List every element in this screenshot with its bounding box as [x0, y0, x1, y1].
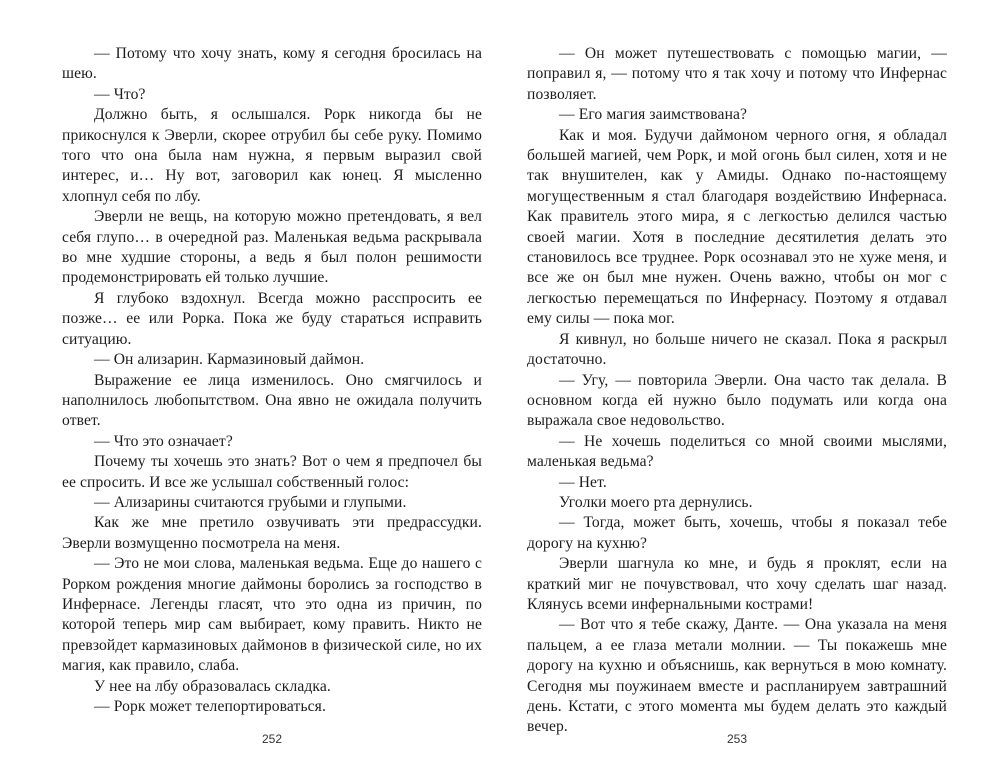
- paragraph: Эверли не вещь, на которую можно претендовать, я вел себя глупо… в очередной раз. Маленькая ведьма раскрывала во мне худшие стороны, а ведь я был полон решимости продемонстрировать ей только лучшие.: [62, 208, 482, 287]
- paragraph: Как и моя. Будучи даймоном черного огня, я обладал большей магией, чем Рорк, и мой огонь был силен, хотя и не так внушителен, как у Амиды. Однако по-настоящему могущественным я стал благодаря воздействию Инфернаса. Как правитель этого мира, я с легкостью делился частью своей магии. Хотя в последние десятилетия делать это становилось все труднее. Рорк осознавал это не хуже меня, и все же он был мне нужен. Очень важно, чтобы он мог с легкостью перемещаться по Инфернасу. Поэтому я отдавал ему силы — пока мог.: [527, 126, 947, 328]
- paragraph: Должно быть, я ослышался. Рорк никогда бы не прикоснулся к Эверли, скорее отрубил бы себе руку. Помимо того что она была нам нужна, я первым выразил свой интерес, и… Ну вот, заговорил как юнец. Я мысленно хлопнул себя по лбу.: [62, 106, 482, 205]
- paragraph: — Нет.: [559, 473, 607, 491]
- paragraph: — Его магия заимствована?: [559, 106, 748, 124]
- right-page-text: [527, 44, 947, 738]
- paragraph: Почему ты хочешь это знать? Вот о чем я предпочел бы ее спросить. И все же услышал собственный голос:: [62, 453, 482, 491]
- paragraph: — Он может путешествовать с помощью магии, — поправил я, — потому что я так хочу и потому что Инфернас позволяет.: [527, 45, 947, 103]
- paragraph: Выражение ее лица изменилось. Оно смягчилось и наполнилось любопытством. Она явно не ожидала получить ответ.: [62, 371, 482, 430]
- paragraph: Я кивнул, но больше ничего не сказал. Пока я раскрыл достаточно.: [527, 330, 947, 369]
- paragraph: — Тогда, может быть, хочешь, чтобы я показал тебе дорогу на кухню?: [527, 514, 947, 552]
- paragraph: — Потому что хочу знать, кому я сегодня бросилась на шею.: [62, 45, 482, 83]
- paragraph: — Вот что я тебе скажу, Данте. — Она указала на меня пальцем, а ее глаза метали молнии. — Ты покажешь мне дорогу на кухню и объяснишь, как вернуться в мою комнату. Сегодня мы поужинаем вместе и распланируем завтрашний день. Кстати, с этого момента мы будем делать это каждый вечер.: [527, 616, 947, 736]
- paragraph: У нее на лбу образовалась складка.: [94, 677, 331, 695]
- paragraph: Я глубоко вздохнул. Всегда можно расспросить ее позже… ее или Рорка. Пока же буду стараться исправить ситуацию.: [62, 289, 482, 348]
- paragraph: — Рорк может телепортироваться.: [94, 698, 326, 715]
- paragraph: — Это не мои слова, маленькая ведьма. Еще до нашего с Рорком рождения многие даймоны боролись за господство в Инфернасе. Легенды гласят, что это одна из причин, по которой теперь мир сам выбирает, кому править. Никто не превзойдет кармазиновых даймонов в физической силе, но их магия, как правило, слаба.: [62, 555, 482, 675]
- paragraph: — Что это означает?: [94, 432, 233, 450]
- paragraph: — Он ализарин. Кармазиновый даймон.: [94, 351, 365, 369]
- paragraph: — Что?: [94, 85, 146, 103]
- paragraph: — Угу, — повторила Эверли. Она часто так делала. В основном когда ей нужно было подумать или когда она выражала свое недовольство.: [527, 371, 947, 430]
- paragraph: — Ализарины считаются грубыми и глупыми.: [94, 493, 407, 511]
- paragraph: — Не хочешь поделиться со мной своими мыслями, маленькая ведьма?: [527, 432, 947, 471]
- paragraph: Как же мне претило озвучивать эти предрассудки. Эверли возмущенно посмотрела на меня.: [62, 514, 482, 552]
- left-page-text: [62, 44, 482, 717]
- paragraph: Уголки моего рта дернулись.: [559, 493, 753, 511]
- paragraph: Эверли шагнула ко мне, и будь я проклят, если на краткий миг не почувствовал, что хочу сделать шаг назад. Клянусь всеми инфернальными кострами!: [527, 555, 947, 613]
- page-number-left: 252: [261, 732, 283, 746]
- page-number-right: 253: [726, 732, 748, 746]
